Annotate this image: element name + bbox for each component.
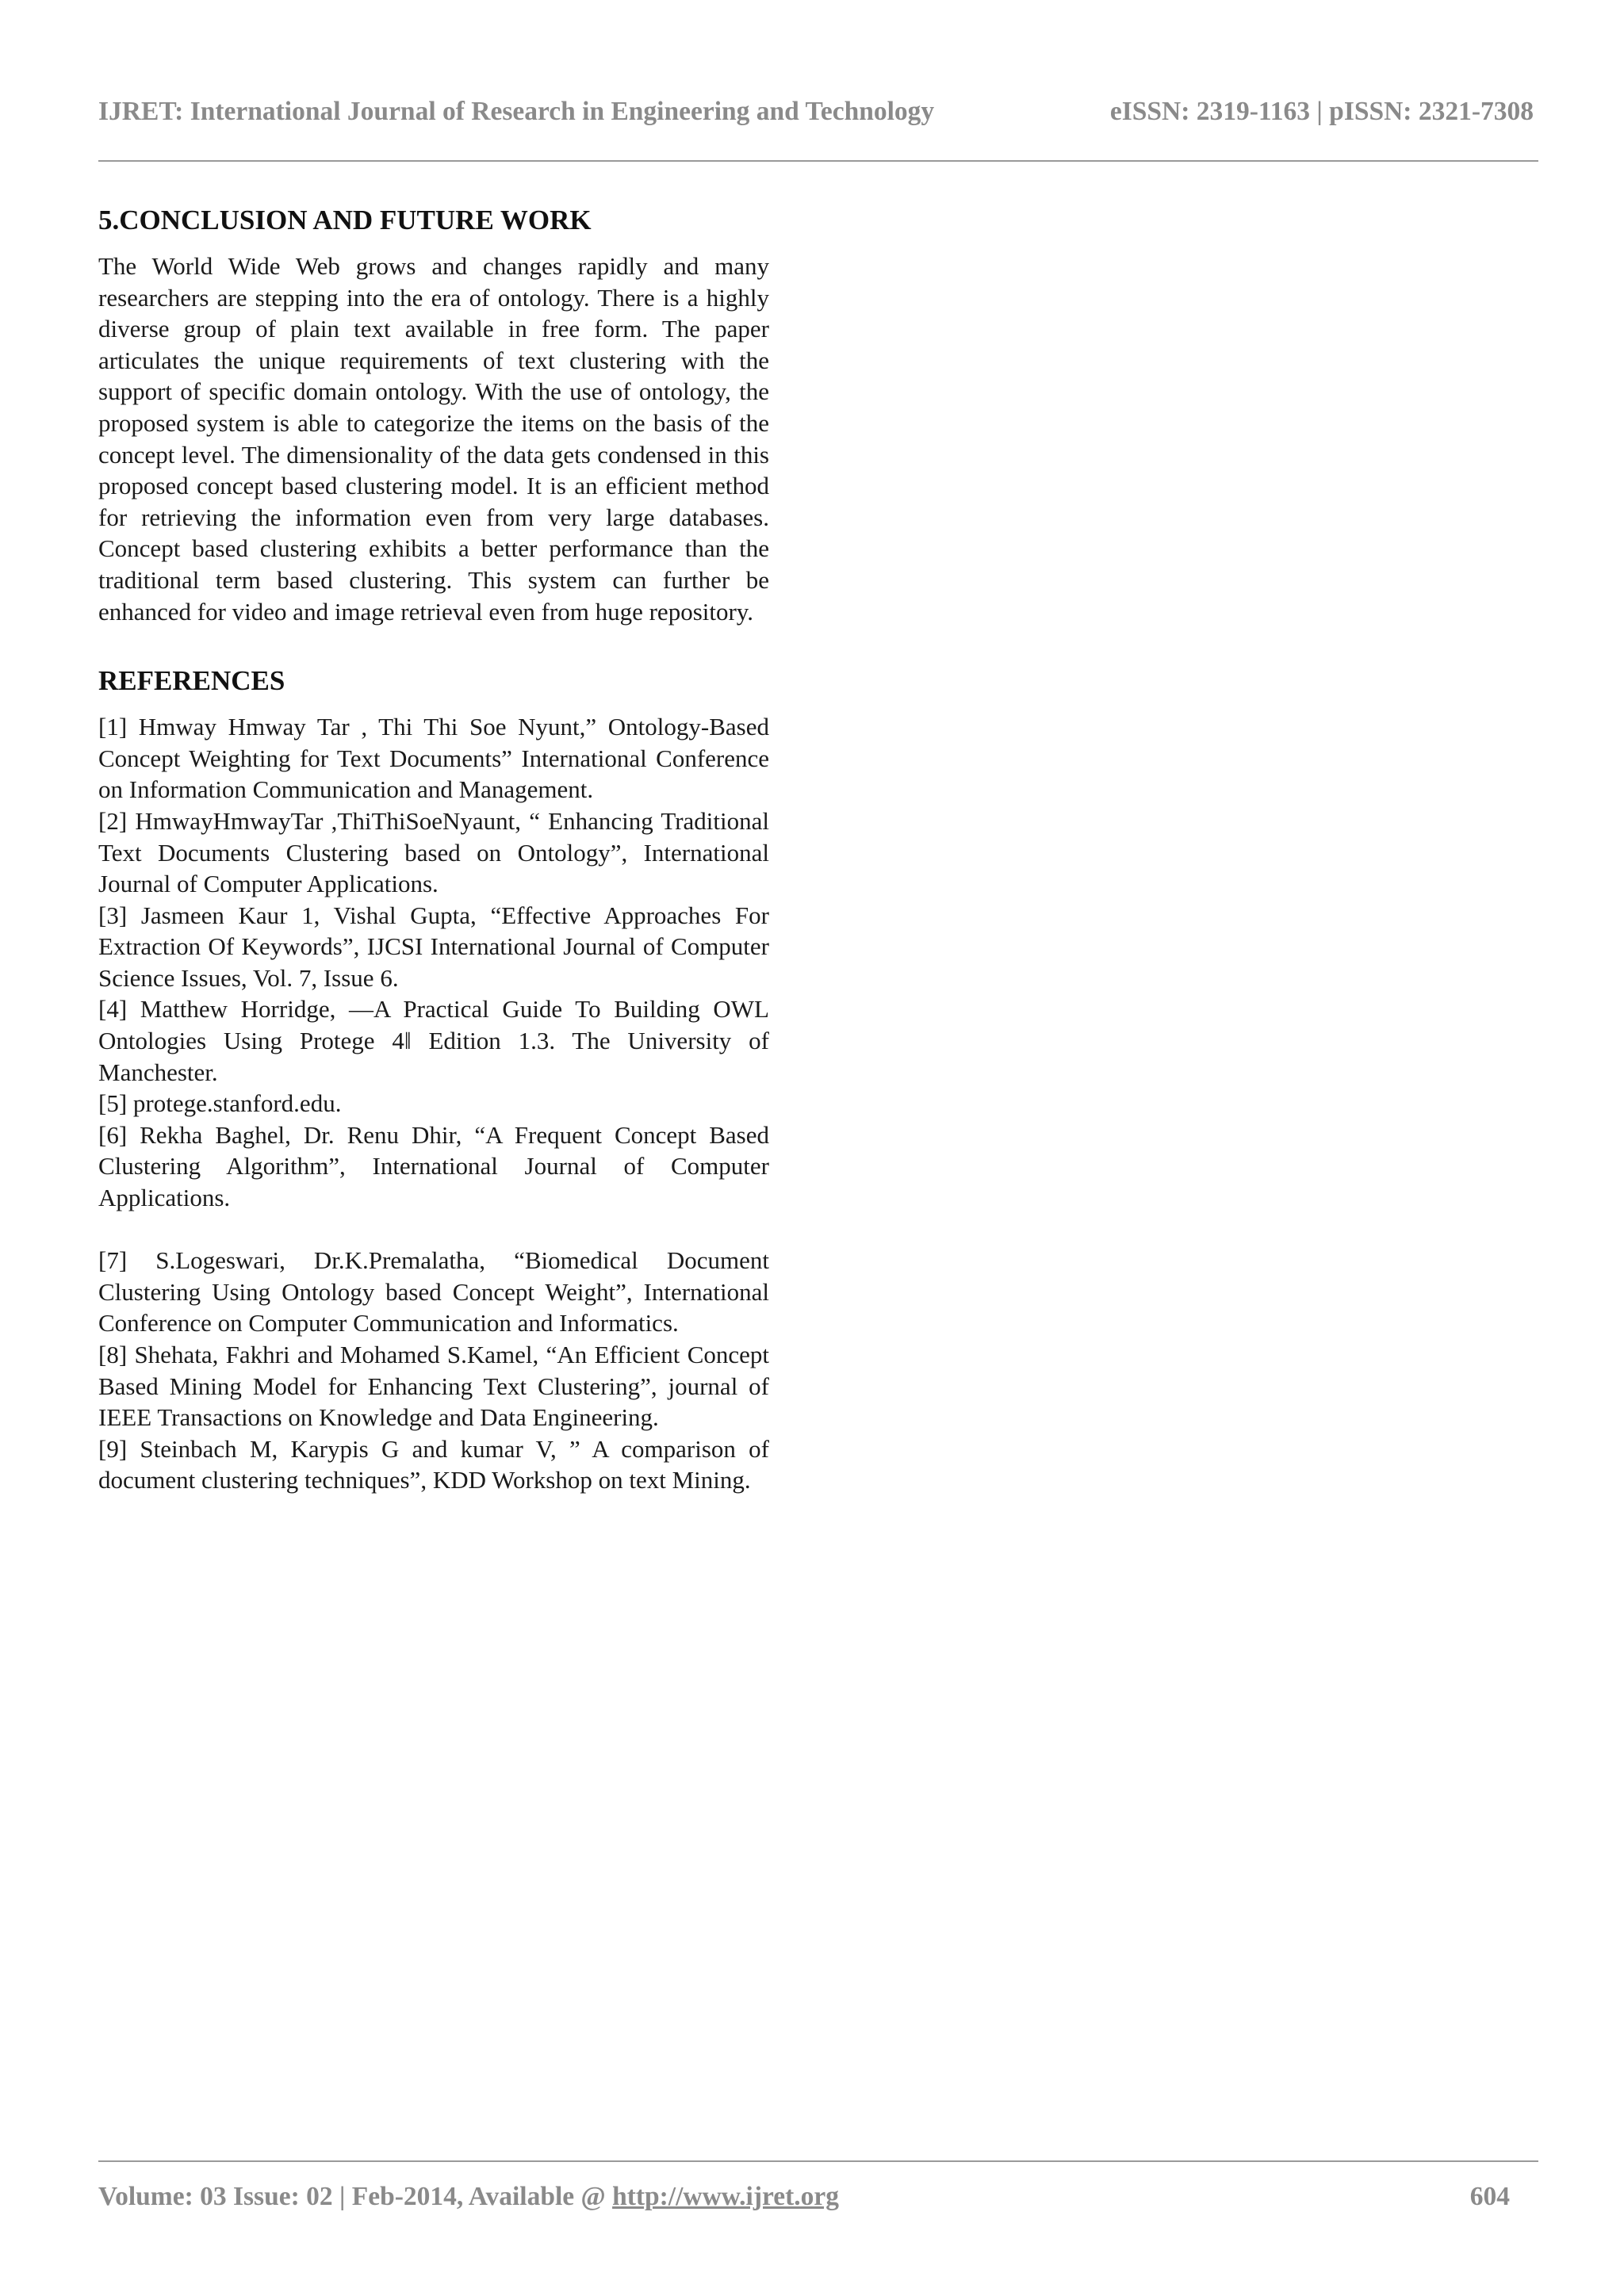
issn-label: eISSN: 2319-1163 | pISSN: 2321-7308 (1109, 97, 1534, 126)
references-heading: REFERENCES (98, 665, 285, 697)
reference-item: [4] Matthew Horridge, ―A Practical Guide To Building OWL Ontologies Using Protege 4‖ Edition 1.3. The University of Manchester. (98, 995, 769, 1086)
conclusion-paragraph: The World Wide Web grows and changes rapidly and many researchers are stepping into the era of ontology. There is a highly diverse group of plain text available in free form. The paper articulates the unique requirements of text clustering with the support of specific domain ontology. With the use of ontology, the proposed system is able to categorize the items on the basis of the concept level. The dimensionality of the data gets condensed in this proposed concept based clustering model. It is an efficient method for retrieving the information even from very large databases. Concept based clustering exhibits a better performance than the traditional term based clustering. This system can further be enhanced for video and image retrieval even from huge repository. (98, 252, 769, 626)
header-divider (98, 160, 1538, 162)
left-column (98, 200, 769, 1496)
reference-item: [6] Rekha Baghel, Dr. Renu Dhir, “A Frequent Concept Based Clustering Algorithm”, International Journal of Computer Applications. (98, 1120, 769, 1212)
reference-item: [9] Steinbach M, Karypis G and kumar V, ” A comparison of document clustering techniques”, KDD Workshop on text Mining. (98, 1434, 769, 1494)
section-gap (98, 627, 769, 660)
reference-item: [5] protege.stanford.edu. (98, 1089, 342, 1118)
journal-title: IJRET: International Journal of Research in Engineering and Technology (98, 97, 935, 126)
reference-item: [1] Hmway Hmway Tar , Thi Thi Soe Nyunt,” Ontology-Based Concept Weighting for Text Documents” International Conference on Information Communication and Management. (98, 713, 769, 804)
journal-link[interactable]: http://www.ijret.org (612, 2182, 840, 2211)
volume-text: Volume: 03 Issue: 02 | Feb-2014, Available @ (98, 2182, 613, 2211)
conclusion-heading: 5.CONCLUSION AND FUTURE WORK (98, 205, 592, 235)
footer-volume-info (98, 2182, 839, 2212)
reference-item: [3] Jasmeen Kaur 1, Vishal Gupta, “Effective Approaches For Extraction Of Keywords”, IJCSI International Journal of Computer Science Issues, Vol. 7, Issue 6. (98, 901, 769, 992)
reference-item: [8] Shehata, Fakhri and Mohamed S.Kamel, “An Efficient Concept Based Mining Model for Enhancing Text Clustering”, journal of IEEE Transactions on Knowledge and Data Engineering. (98, 1341, 769, 1432)
reference-item: [7] S.Logeswari, Dr.K.Premalatha, “Biomedical Document Clustering Using Ontology based Concept Weight”, International Conference on Computer Communication and Informatics. (98, 1246, 769, 1337)
reference-item: [2] HmwayHmwayTar ,ThiThiSoeNyaunt, “ Enhancing Traditional Text Documents Clustering based on Ontology”, International Journal of Computer Applications. (98, 806, 769, 898)
page-number: 604 (1469, 2182, 1510, 2211)
footer-divider (98, 2160, 1538, 2162)
reference-list (98, 711, 769, 1496)
